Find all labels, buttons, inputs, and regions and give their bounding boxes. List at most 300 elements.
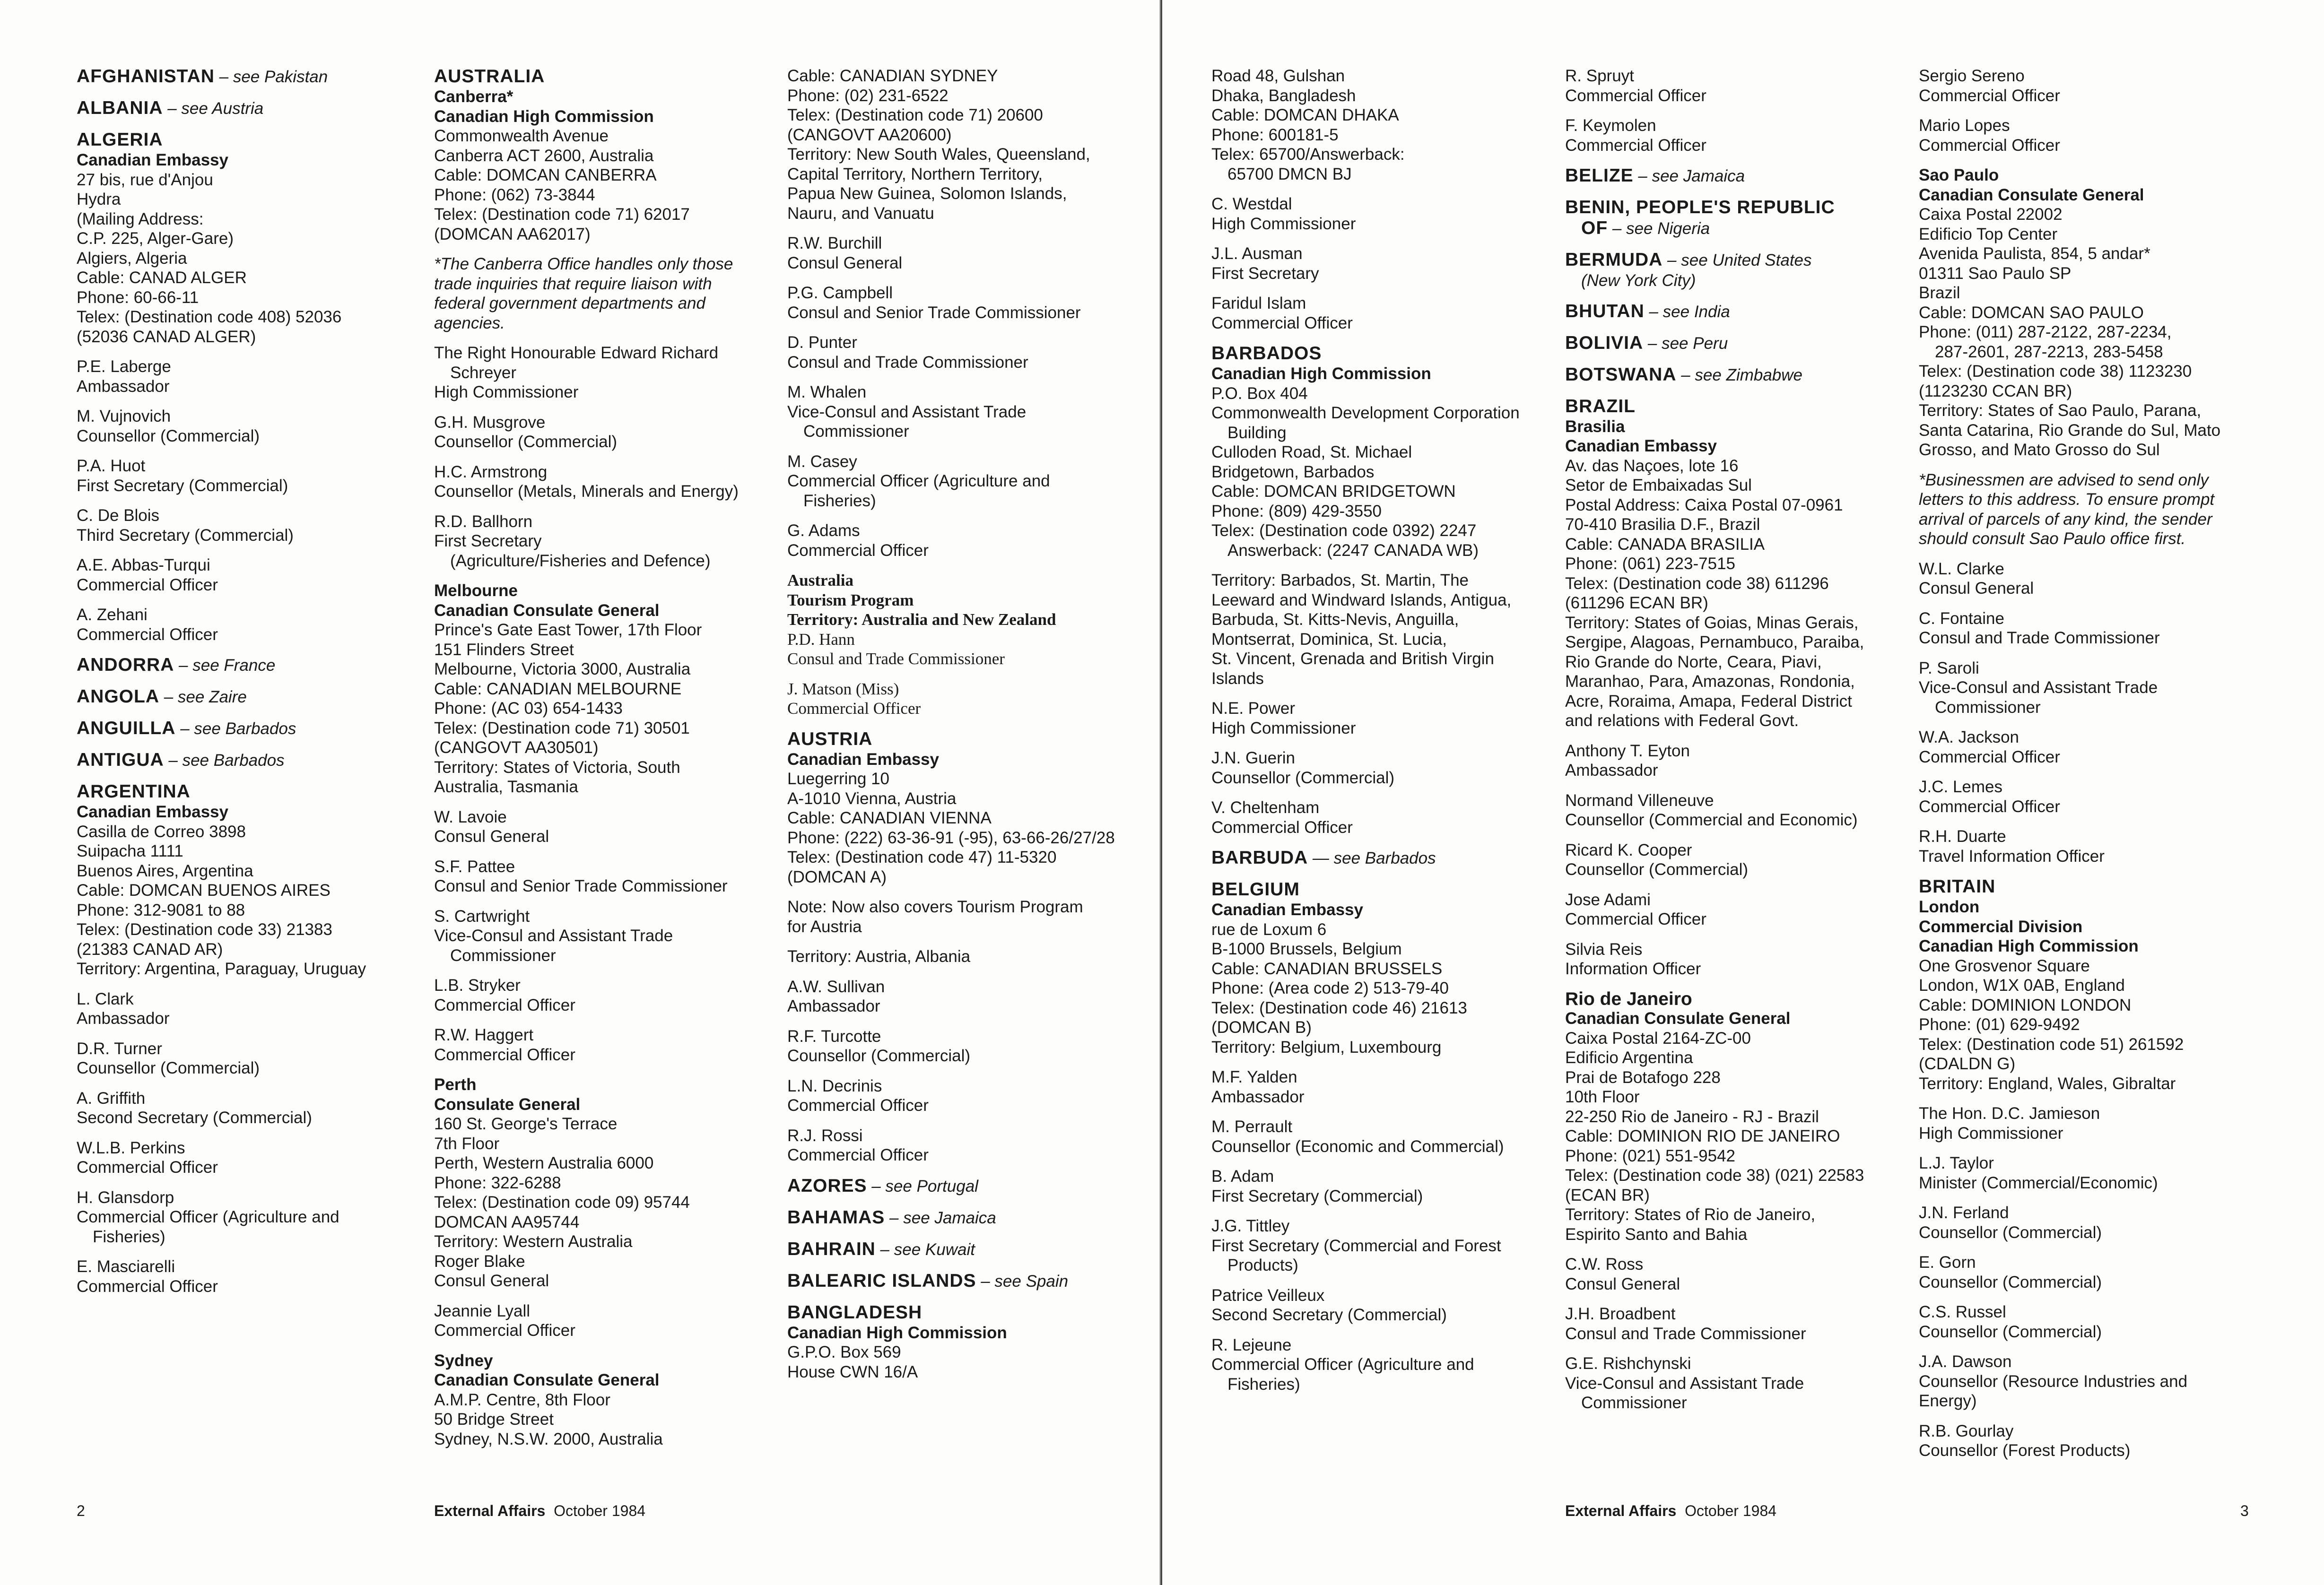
line-text: Counsellor (Commercial): [1565, 860, 1749, 879]
directory-entry: [787, 1126, 1099, 1165]
line-text: Melbourne: [434, 581, 518, 600]
line-text: ANDORRA: [77, 655, 174, 675]
line-text: Counsellor (Commercial): [1919, 1322, 2102, 1341]
entry-line: [787, 402, 1099, 422]
note-line: [434, 313, 746, 333]
line-text: Cable: CANAD ALGER: [77, 268, 247, 287]
line-text: Cable: DOMINION RIO DE JANEIRO: [1565, 1127, 1840, 1145]
line-text: Canadian High Commission: [787, 1323, 1007, 1342]
line-text: Brazil: [1919, 284, 1960, 302]
entry-line: [1565, 711, 1877, 731]
line-text: Sao Paulo: [1919, 166, 1999, 184]
country-heading: [787, 1176, 1099, 1197]
line-text: Telex: (Destination code 71) 20600: [787, 106, 1043, 124]
entry-line: [1919, 1322, 2231, 1342]
country-heading: [77, 750, 389, 771]
entry-line: [1211, 939, 1523, 959]
line-text: The Right Honourable Edward Richard: [434, 344, 719, 362]
entry-line: [1919, 1352, 2231, 1372]
entry-line: [1211, 165, 1523, 184]
entry-line: [787, 996, 1099, 1016]
entry-line: [77, 377, 389, 397]
line-text: Products): [1227, 1256, 1298, 1274]
line-text: Schreyer: [450, 363, 517, 382]
entry-line: [1565, 1126, 1877, 1146]
note-line: [434, 274, 746, 294]
line-text: Sydney: [434, 1351, 493, 1370]
line-text: Information Officer: [1565, 960, 1701, 978]
entry-line: [787, 867, 1099, 887]
entry-line: [787, 630, 1099, 650]
line-text: M.F. Yalden: [1211, 1068, 1297, 1086]
line-text: J.C. Lemes: [1919, 778, 2002, 796]
directory-entry: [1211, 1117, 1523, 1156]
directory-entry: [787, 1239, 1099, 1260]
line-text: Counsellor (Resource Industries and: [1919, 1372, 2188, 1391]
entry-line: [1211, 1256, 1523, 1275]
entry-line: [77, 555, 389, 575]
entry-line: [77, 526, 389, 546]
entry-line: [434, 1232, 746, 1252]
line-text: Commissioner: [1935, 698, 2041, 717]
line-text: J.N. Guerin: [1211, 749, 1295, 767]
directory-entry: [1211, 244, 1523, 283]
directory-entry: [434, 1025, 746, 1065]
entry-line: [77, 1257, 389, 1277]
entry-line: [77, 605, 389, 625]
line-text: Capital Territory, Northern Territory,: [787, 165, 1043, 183]
entry-line: [787, 1362, 1099, 1382]
line-text: (ECAN BR): [1565, 1186, 1650, 1204]
line-text: P.E. Laberge: [77, 357, 171, 376]
line-text: ARGENTINA: [77, 781, 191, 802]
entry-line: [77, 229, 389, 249]
directory-entry: [1211, 66, 1523, 184]
directory-entry: [434, 807, 746, 847]
entry-line: [1919, 1015, 2231, 1035]
entry-line: [787, 1096, 1099, 1116]
line-text: Consul and Senior Trade Commissioner: [787, 303, 1081, 322]
office-heading: [787, 750, 1099, 770]
line-text: (New York City): [1581, 271, 1696, 290]
entry-line: [434, 807, 746, 827]
entry-line: [1919, 777, 2231, 797]
entry-line: [1565, 1374, 1877, 1394]
entry-line: [787, 541, 1099, 561]
note-line: [1919, 470, 2231, 490]
country-heading: [787, 729, 1099, 750]
line-text: Casilla de Correo 3898: [77, 822, 246, 841]
entry-line: [1565, 1029, 1877, 1048]
entry-line: [77, 901, 389, 920]
line-text: Cable: DOMCAN SAO PAULO: [1919, 303, 2144, 322]
office-heading: [434, 1095, 746, 1115]
cross-reference: – see Zimbabwe: [1676, 365, 1803, 384]
line-text: Counsellor (Commercial): [77, 1059, 260, 1077]
entry-line: [1919, 66, 2231, 86]
line-text: Commercial Officer: [787, 699, 921, 718]
directory-entry: [77, 407, 389, 446]
entry-line: [1919, 381, 2231, 401]
entry-line: [1919, 747, 2231, 767]
line-text: 7th Floor: [434, 1134, 500, 1153]
line-text: First Secretary: [1211, 264, 1319, 283]
page-number: 2: [77, 1502, 85, 1519]
line-text: Leeward and Windward Islands, Antigua,: [1211, 590, 1512, 609]
line-text: Note: Now also covers Tourism Program: [787, 898, 1083, 916]
entry-line: [434, 1114, 746, 1134]
line-text: Telex: (Destination code 51) 261592: [1919, 1035, 2184, 1054]
line-text: Commissioner: [1581, 1394, 1687, 1412]
line-text: Jeannie Lyall: [434, 1301, 531, 1320]
entry-line: [77, 881, 389, 901]
entry-line: [1565, 456, 1877, 476]
directory-entry: [1919, 1203, 2231, 1242]
entry-line: [77, 476, 389, 496]
office-heading: [1565, 417, 1877, 437]
line-text: Hydra: [77, 190, 121, 208]
line-text: R. Spruyt: [1565, 67, 1634, 85]
entry-line: [434, 827, 746, 847]
directory-entry: [434, 254, 746, 333]
directory-entry: [1565, 1354, 1877, 1413]
office-heading: [1919, 897, 2231, 917]
line-text: Consul and Trade Commissioner: [1565, 1324, 1806, 1343]
line-text: Phone: (809) 429-3550: [1211, 502, 1382, 520]
line-text: 10th Floor: [1565, 1088, 1640, 1106]
entry-line: [1919, 401, 2231, 421]
line-text: J.G. Tittley: [1211, 1217, 1290, 1235]
entry-line: [1211, 1216, 1523, 1236]
entry-line: [1919, 579, 2231, 598]
line-text: Dhaka, Bangladesh: [1211, 86, 1356, 105]
country-heading: [77, 66, 389, 87]
line-text: ANGOLA: [77, 686, 159, 707]
line-text: M. Casey: [787, 452, 857, 471]
entry-line: [434, 146, 746, 166]
entry-line: [434, 1045, 746, 1065]
directory-entry: [77, 718, 389, 739]
directory-entry: [1211, 194, 1523, 234]
line-text: Canadian High Commission: [1919, 937, 2139, 955]
line-text: W.L.B. Perkins: [77, 1138, 185, 1157]
directory-entry: [434, 462, 746, 502]
entry-line: [1211, 571, 1523, 590]
directory-entry: [434, 857, 746, 896]
line-text: (CDALDN G): [1919, 1055, 2016, 1073]
cross-reference: – see Jamaica: [1633, 167, 1745, 185]
line-text: Telex: (Destination code 408) 52036: [77, 308, 342, 326]
line-text: Ambassador: [1211, 1087, 1305, 1106]
entry-line: [1211, 1038, 1523, 1057]
line-text: Second Secretary (Commercial): [77, 1109, 312, 1127]
directory-entry: [1919, 827, 2231, 866]
cross-reference: – see Pakistan: [214, 68, 328, 86]
entry-line: [1919, 1302, 2231, 1322]
line-text: Caixa Postal 22002: [1919, 205, 2063, 224]
entry-line: [77, 456, 389, 476]
entry-line: [787, 848, 1099, 867]
directory-entry: [1211, 1335, 1523, 1394]
line-text: Territory: Barbados, St. Martin, The: [1211, 571, 1469, 589]
line-text: One Grosvenor Square: [1919, 956, 2090, 975]
office-heading: [434, 87, 746, 107]
line-text: London: [1919, 898, 1980, 916]
line-text: A.W. Sullivan: [787, 977, 885, 996]
line-text: (DOMCAN AA62017): [434, 225, 591, 243]
left-col-2: [434, 66, 746, 1459]
entry-line: [787, 303, 1099, 323]
line-text: Prai de Botafogo 228: [1565, 1068, 1721, 1087]
entry-line: [434, 996, 746, 1015]
entry-line: [434, 659, 746, 679]
line-text: Telex: 65700/Answerback:: [1211, 145, 1405, 164]
line-text: ANTIGUA: [77, 750, 164, 770]
right-col-3: [1919, 66, 2231, 1471]
line-text: Canadian Embassy: [77, 151, 228, 169]
office-heading: [434, 1370, 746, 1390]
line-text: Commercial Officer: [1919, 797, 2060, 816]
directory-entry: [434, 581, 746, 797]
directory-entry: [787, 679, 1099, 719]
line-text: C.P. 225, Alger-Gare): [77, 229, 234, 248]
line-text: Territory: Belgium, Luxembourg: [1211, 1038, 1442, 1057]
line-text: Telex: (Destination code 38) (021) 22583: [1565, 1166, 1864, 1185]
entry-line: [434, 857, 746, 877]
entry-line: [1565, 692, 1877, 711]
line-text: Ambassador: [787, 997, 880, 1015]
line-text: Counsellor (Commercial): [434, 433, 618, 451]
office-heading: [1565, 989, 1877, 1009]
entry-line: [77, 989, 389, 1009]
entry-line: [1211, 384, 1523, 404]
directory-entry: [1565, 66, 1877, 105]
entry-line: [77, 307, 389, 327]
line-text: BAHRAIN: [787, 1239, 876, 1259]
line-text: 287-2601, 287-2213, 283-5458: [1935, 342, 2163, 361]
directory-entry: [77, 1188, 389, 1247]
directory-entry: [1565, 1304, 1877, 1343]
entry-line: [787, 204, 1099, 224]
line-text: Commercial Officer: [1565, 910, 1706, 928]
line-text: BARBADOS: [1211, 343, 1322, 364]
directory-entry: [434, 66, 746, 244]
line-text: Phone: 600181-5: [1211, 125, 1339, 144]
entry-line: [77, 1009, 389, 1029]
line-text: M. Vujnovich: [77, 407, 171, 425]
line-text: Canadian High Commission: [434, 107, 654, 126]
directory-entry: [77, 98, 389, 119]
line-text: Territory: Western Australia: [434, 1232, 633, 1251]
line-text: Culloden Road, St. Michael: [1211, 443, 1412, 461]
line-text: BELIZE: [1565, 165, 1634, 186]
office-heading: [787, 1323, 1099, 1343]
entry-line: [1211, 1375, 1523, 1394]
line-text: Cable: DOMCAN DHAKA: [1211, 106, 1399, 124]
entry-line: [787, 1076, 1099, 1096]
entry-line: [1919, 1153, 2231, 1173]
line-text: BANGLADESH: [787, 1302, 923, 1323]
line-text: Canadian Embassy: [1565, 437, 1717, 455]
entry-line: [787, 917, 1099, 937]
line-text: ALBANIA: [77, 98, 163, 118]
line-text: (DOMCAN A): [787, 867, 887, 886]
cross-reference: – see United States: [1662, 251, 1812, 269]
line-text: Commercial Officer: [77, 1158, 218, 1177]
line-text: P.G. Campbell: [787, 284, 893, 302]
line-text: Cable: CANADIAN SYDNEY: [787, 67, 998, 85]
line-text: First Secretary (Commercial): [1211, 1187, 1423, 1205]
entry-line: [787, 1145, 1099, 1165]
line-text: Telex: (Destination code 33) 21383: [77, 920, 332, 939]
line-text: ALGERIA: [77, 130, 163, 150]
entry-line: [1565, 632, 1877, 652]
line-text: R.W. Burchill: [787, 234, 882, 252]
line-text: BOLIVIA: [1565, 332, 1644, 353]
entry-line: [1565, 1087, 1877, 1107]
line-text: Vice-Consul and Assistant Trade: [1565, 1374, 1804, 1393]
line-text: M. Whalen: [787, 383, 867, 401]
note-line: [1919, 529, 2231, 549]
directory-entry: [787, 1027, 1099, 1066]
line-text: Commercial Officer: [1565, 86, 1706, 105]
entry-line: [1919, 1253, 2231, 1273]
cross-reference: – see Barbados: [175, 719, 296, 738]
entry-line: [1211, 798, 1523, 818]
line-text: D. Punter: [787, 333, 857, 352]
directory-entry: [1565, 1255, 1877, 1294]
line-text: A.E. Abbas-Turqui: [77, 556, 210, 574]
line-text: Commercial Officer: [77, 575, 218, 594]
line-text: Cable: CANADIAN VIENNA: [787, 809, 992, 827]
line-text: Commercial Officer: [787, 1096, 929, 1115]
directory-entry: [77, 130, 389, 346]
line-text: *Businessmen are advised to send only: [1919, 470, 2209, 489]
entry-line: [434, 432, 746, 452]
entry-line: [434, 1193, 746, 1213]
entry-line: [77, 841, 389, 861]
line-text: Cable: DOMCAN BRIDGETOWN: [1211, 482, 1456, 501]
entry-line: [1211, 590, 1523, 610]
entry-line: [787, 471, 1099, 491]
entry-line: [434, 976, 746, 996]
directory-entry: [434, 976, 746, 1015]
office-heading: [77, 150, 389, 170]
office-heading: [434, 581, 746, 601]
line-text: Ambassador: [77, 1009, 170, 1028]
line-text: Canadian Consulate General: [1565, 1009, 1791, 1028]
directory-entry: [1919, 66, 2231, 105]
line-text: (Agriculture/Fisheries and Defence): [450, 551, 711, 570]
entry-line: [1211, 105, 1523, 125]
directory-entry: [1211, 1286, 1523, 1325]
line-text: N.E. Power: [1211, 699, 1295, 718]
line-text: Canadian Embassy: [1211, 901, 1363, 919]
line-text: Telex: (Destination code 0392) 2247: [1211, 521, 1477, 540]
line-text: R.J. Rossi: [787, 1126, 863, 1145]
entry-line: [1211, 313, 1523, 333]
line-text: E. Masciarelli: [77, 1257, 175, 1276]
entry-line: [787, 491, 1099, 511]
entry-line: [434, 679, 746, 699]
entry-line: [77, 959, 389, 979]
entry-line: [77, 190, 389, 209]
cross-reference: – see France: [174, 656, 276, 675]
entry-line: [1211, 145, 1523, 165]
directory-entry: [77, 781, 389, 979]
directory-entry: [1565, 791, 1877, 830]
country-heading: [77, 130, 389, 150]
note-line: [434, 254, 746, 274]
footer-title: External Affairs: [434, 1502, 546, 1519]
line-text: (CANGOVT AA30501): [434, 738, 599, 757]
line-text: BELGIUM: [1211, 879, 1300, 900]
right-col-2: [1565, 66, 1877, 1423]
entry-line: [1211, 1187, 1523, 1206]
entry-line: [1565, 1393, 1877, 1413]
line-text: Commercial Officer: [434, 1321, 575, 1340]
entry-line: [434, 413, 746, 433]
entry-line: [434, 551, 746, 571]
entry-line: [1211, 1167, 1523, 1187]
entry-line: [434, 907, 746, 927]
country-heading: [787, 1239, 1099, 1260]
directory-entry: [434, 1351, 746, 1449]
line-text: High Commissioner: [1211, 214, 1356, 233]
directory-entry: [77, 989, 389, 1029]
directory-entry: [787, 1176, 1099, 1197]
entry-line: [787, 283, 1099, 303]
directory-entry: [787, 1207, 1099, 1229]
note-line: [434, 294, 746, 313]
entry-line: [1211, 1286, 1523, 1306]
line-text: Rio Grande do Norte, Ceara, Piavi,: [1565, 652, 1822, 671]
line-text: DOMCAN AA95744: [434, 1213, 580, 1231]
line-text: B. Adam: [1211, 1167, 1274, 1186]
directory-entry: [1565, 116, 1877, 155]
line-text: Canberra*: [434, 87, 514, 106]
directory-entry: [77, 655, 389, 676]
line-text: Barbuda, St. Kitts-Nevis, Anguilla,: [1211, 610, 1459, 629]
entry-line: [1211, 244, 1523, 264]
entry-line: [787, 253, 1099, 273]
entry-line: [1565, 613, 1877, 633]
line-text: Grosso, and Mato Grosso do Sul: [1919, 441, 2160, 459]
line-text: Ricard K. Cooper: [1565, 840, 1692, 859]
line-text: 27 bis, rue d'Anjou: [77, 170, 213, 189]
entry-line: [787, 353, 1099, 372]
line-text: J.N. Ferland: [1919, 1204, 2009, 1222]
line-text: A. Griffith: [77, 1089, 146, 1108]
entry-line: [1919, 421, 2231, 441]
entry-line: [787, 145, 1099, 165]
line-text: Commercial Officer: [787, 541, 929, 560]
cross-reference: – see Spain: [976, 1272, 1069, 1291]
line-text: and relations with Federal Govt.: [1565, 711, 1799, 730]
footer: [434, 1502, 645, 1520]
entry-line: [787, 808, 1099, 828]
line-text: Cable: CANADA BRASILIA: [1565, 535, 1765, 554]
entry-line: [1565, 890, 1877, 910]
directory-entry: [1565, 250, 1877, 291]
directory-entry: [77, 66, 389, 87]
entry-line: [1919, 1074, 2231, 1094]
entry-line: [1211, 1117, 1523, 1137]
country-heading: [787, 1207, 1099, 1229]
entry-line: [1211, 959, 1523, 979]
line-text: R.W. Haggert: [434, 1026, 534, 1044]
directory-entry: [77, 1089, 389, 1128]
